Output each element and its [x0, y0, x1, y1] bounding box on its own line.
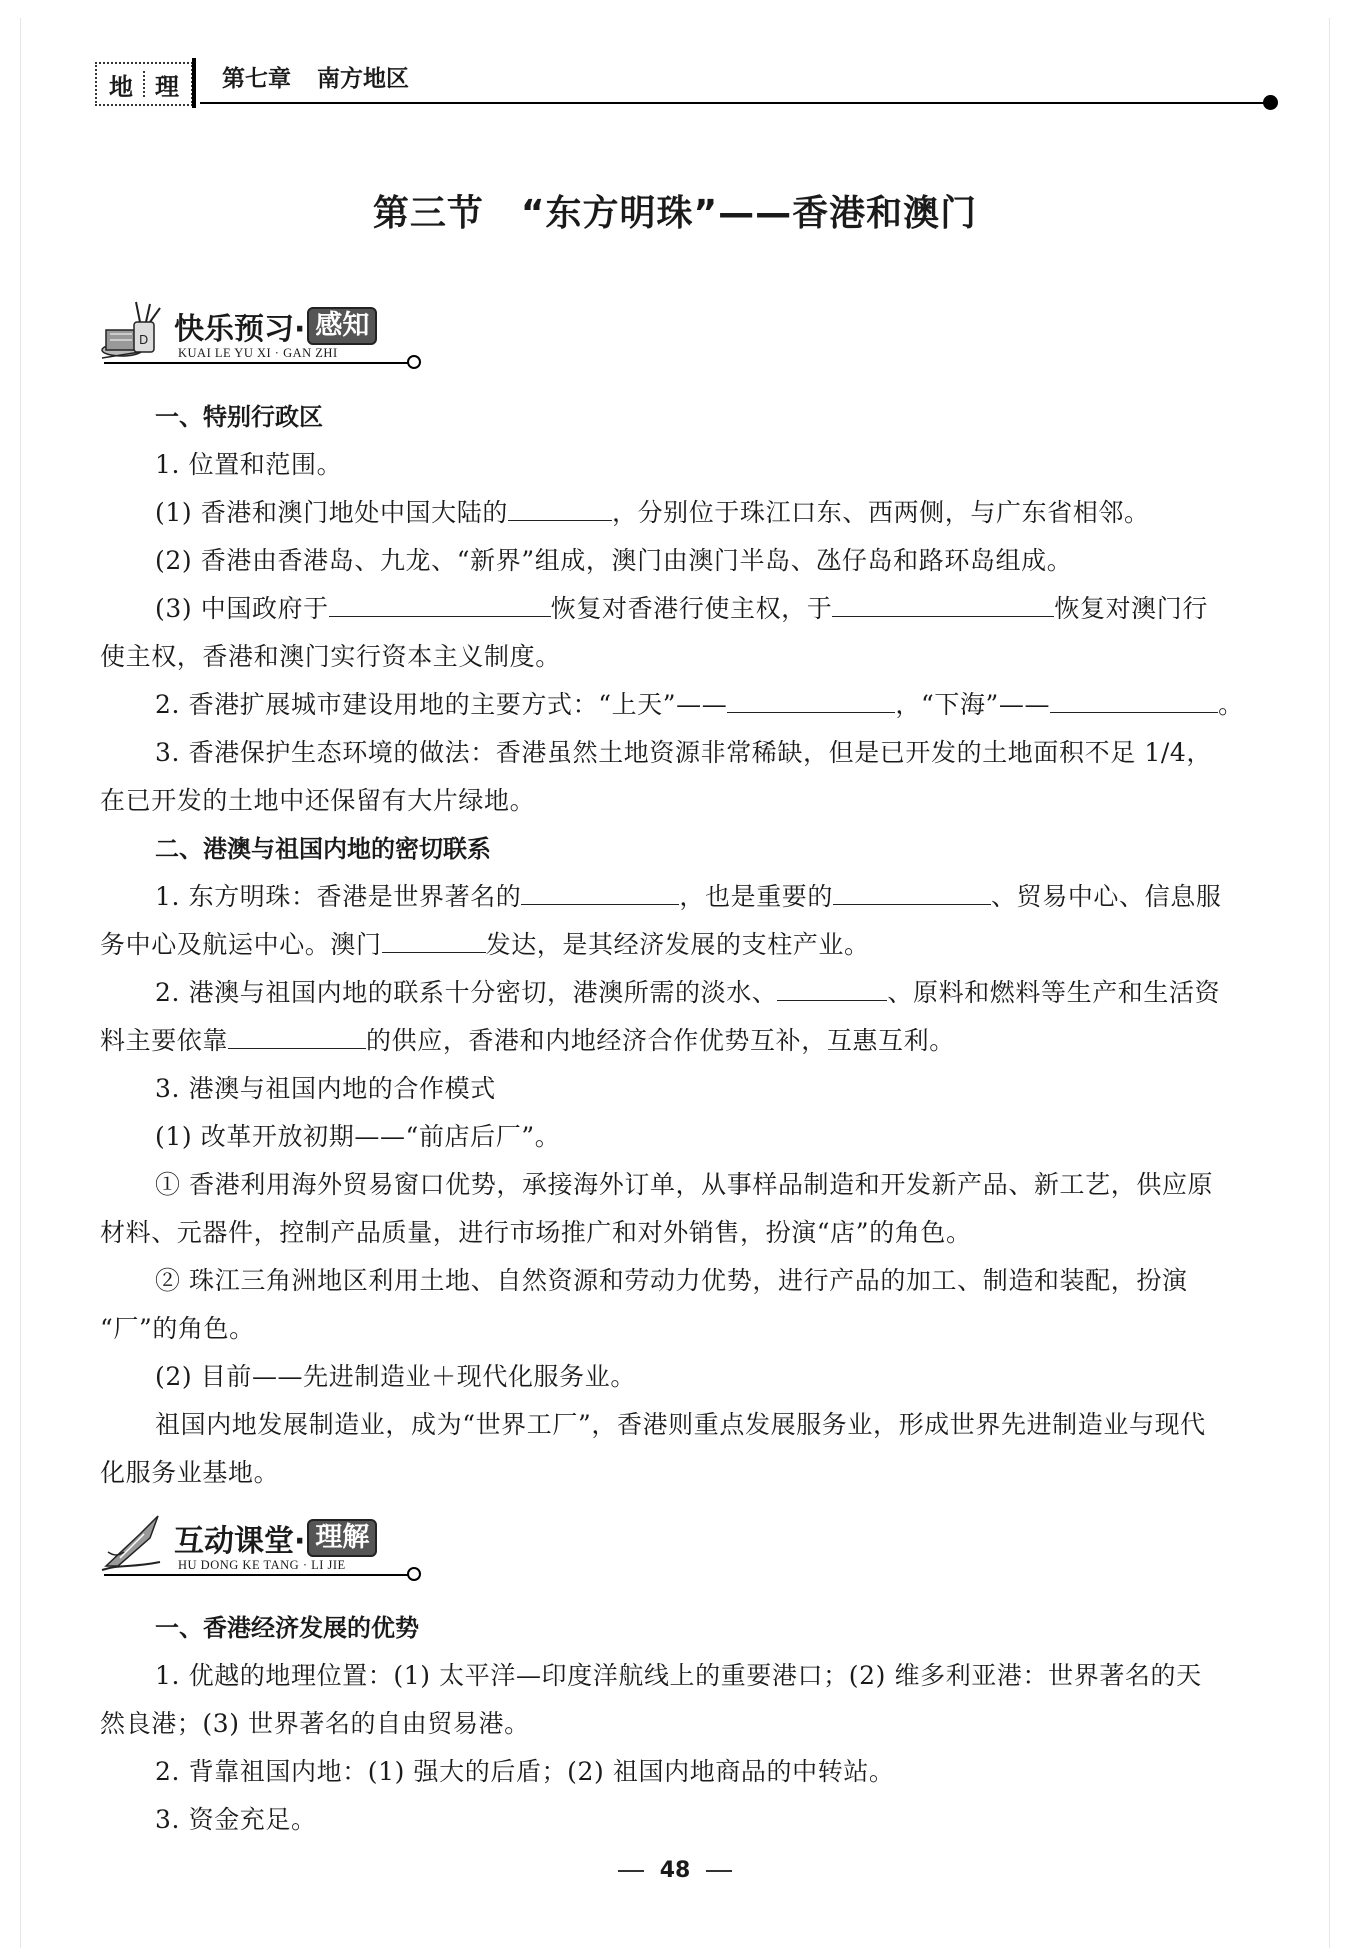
text-line: ② 珠江三角洲地区利用土地、自然资源和劳动力优势，进行产品的加工、制造和装配，扮演 [155, 1266, 1188, 1295]
banner-end-circle [407, 355, 421, 369]
heading-hk-economic-advantages: 一、香港经济发展的优势 [155, 1614, 419, 1642]
text-segment: ，也是重要的 [679, 882, 834, 911]
text-line: 使主权，香港和澳门实行资本主义制度。 [100, 642, 561, 671]
text-segment: 发达，是其经济发展的支柱产业。 [485, 930, 870, 959]
text-segment: ，“下海”—— [895, 690, 1051, 719]
class-banner-text: 互动课堂· [174, 1524, 306, 1559]
banner-end-circle [407, 1567, 421, 1581]
preview-banner-tag: 感知 [307, 307, 377, 345]
text-line: 3. 资金充足。 [155, 1805, 317, 1834]
chapter-title: 南方地区 [317, 65, 409, 92]
class-banner [100, 1512, 430, 1582]
text-line: 3. 港澳与祖国内地的合作模式 [155, 1074, 496, 1103]
text-line: 然良港；(3) 世界著名的自由贸易港。 [100, 1709, 530, 1738]
text-line: 祖国内地发展制造业，成为“世界工厂”，香港则重点发展服务业，形成世界先进制造业与现代 [155, 1410, 1206, 1439]
preview-banner [100, 300, 430, 370]
text-line [100, 921, 1270, 969]
class-banner-tag: 理解 [307, 1519, 377, 1557]
text-line: 化服务业基地。 [100, 1458, 280, 1487]
text-segment: 。 [1218, 690, 1244, 719]
text-line: 2. 背靠祖国内地：(1) 强大的后盾；(2) 祖国内地商品的中转站。 [155, 1757, 895, 1786]
subject-label [95, 62, 193, 106]
heading-hk-macao-links: 二、港澳与祖国内地的密切联系 [155, 835, 491, 863]
text-segment: 2. 港澳与祖国内地的联系十分密切，港澳所需的淡水、 [155, 978, 778, 1007]
text-line: 在已开发的土地中还保留有大片绿地。 [100, 786, 536, 815]
text-segment: 、原料和燃料等生产和生活资 [887, 978, 1221, 1007]
chapter-number: 第七章 [222, 65, 291, 92]
banner-underline [104, 362, 410, 364]
text-segment: 恢复对香港行使主权，于 [550, 594, 833, 623]
text-segment: 务中心及航运中心。澳门 [100, 930, 382, 959]
text-line [100, 873, 1325, 921]
text-line: 材料、元器件，控制产品质量，进行市场推广和对外销售，扮演“店”的角色。 [100, 1218, 972, 1247]
fill-blank[interactable] [1050, 686, 1218, 713]
text-line: “厂”的角色。 [100, 1314, 255, 1343]
text-segment: 恢复对澳门行 [1054, 594, 1208, 623]
text-line: 1. 优越的地理位置：(1) 太平洋—印度洋航线上的重要港口；(2) 维多利亚港：世界著名的天 [155, 1661, 1202, 1690]
chapter-label [222, 60, 409, 93]
preview-banner-title [174, 304, 377, 348]
text-line: (2) 目前——先进制造业＋现代化服务业。 [155, 1362, 636, 1391]
class-banner-pinyin: HU DONG KE TANG · LI JIE [178, 1558, 346, 1572]
fill-blank[interactable] [521, 878, 679, 905]
header-vertical-bar [192, 58, 196, 108]
text-line [100, 969, 1325, 1017]
text-line [100, 681, 1325, 729]
svg-text:D: D [139, 333, 149, 347]
fill-blank[interactable] [832, 590, 1054, 617]
text-segment: 1. 东方明珠：香港是世界著名的 [155, 882, 522, 911]
page-number-text: 48 [659, 1858, 691, 1883]
subject-char-2: 理 [155, 72, 179, 101]
pencil-cup-icon [100, 300, 168, 360]
section-title: 第三节 “东方明珠”——香港和澳门 [372, 193, 978, 234]
text-segment: ，分别位于珠江口东、西两侧，与广东省相邻。 [611, 498, 1150, 527]
text-line [100, 1017, 1270, 1065]
text-segment: (1) 香港和澳门地处中国大陆的 [155, 498, 508, 527]
header-rule-dot [1263, 95, 1278, 110]
text-line [100, 585, 1325, 633]
fill-blank[interactable] [727, 686, 895, 713]
header-rule [200, 102, 1270, 104]
page-number [0, 1858, 1350, 1883]
fill-blank[interactable] [777, 974, 887, 1001]
banner-underline [104, 1574, 410, 1576]
text-line: (1) 改革开放初期——“前店后厂”。 [155, 1122, 561, 1151]
quill-pen-icon [100, 1512, 168, 1572]
text-line: (2) 香港由香港岛、九龙、“新界”组成，澳门由澳门半岛、氹仔岛和路环岛组成。 [155, 546, 1073, 575]
text-segment: 的供应，香港和内地经济合作优势互补，互惠互利。 [366, 1026, 955, 1055]
text-line: 1. 位置和范围。 [155, 450, 343, 479]
fill-blank[interactable] [329, 590, 551, 617]
text-segment: 2. 香港扩展城市建设用地的主要方式：“上天”—— [155, 690, 728, 719]
text-line [100, 489, 1325, 537]
fill-blank[interactable] [508, 494, 612, 521]
subject-divider [143, 71, 145, 97]
text-segment: (3) 中国政府于 [155, 594, 329, 623]
folio-dash-right [706, 1870, 732, 1872]
text-line: ① 香港利用海外贸易窗口优势，承接海外订单，从事样品制造和开发新产品、新工艺，供应原 [155, 1170, 1214, 1199]
preview-banner-text: 快乐预习· [174, 312, 306, 347]
preview-banner-pinyin: KUAI LE YU XI · GAN ZHI [178, 346, 338, 360]
heading-special-admin-region: 一、特别行政区 [155, 403, 323, 431]
fill-blank[interactable] [228, 1022, 366, 1049]
text-segment: 、贸易中心、信息服 [991, 882, 1222, 911]
text-line: 3. 香港保护生态环境的做法：香港虽然土地资源非常稀缺，但是已开发的土地面积不足 1/4， [155, 738, 1212, 767]
text-segment: 料主要依靠 [100, 1026, 229, 1055]
fill-blank[interactable] [833, 878, 991, 905]
class-banner-title [174, 1516, 377, 1560]
subject-char-1: 地 [109, 72, 133, 101]
folio-dash-left [618, 1870, 644, 1872]
fill-blank[interactable] [382, 926, 486, 953]
